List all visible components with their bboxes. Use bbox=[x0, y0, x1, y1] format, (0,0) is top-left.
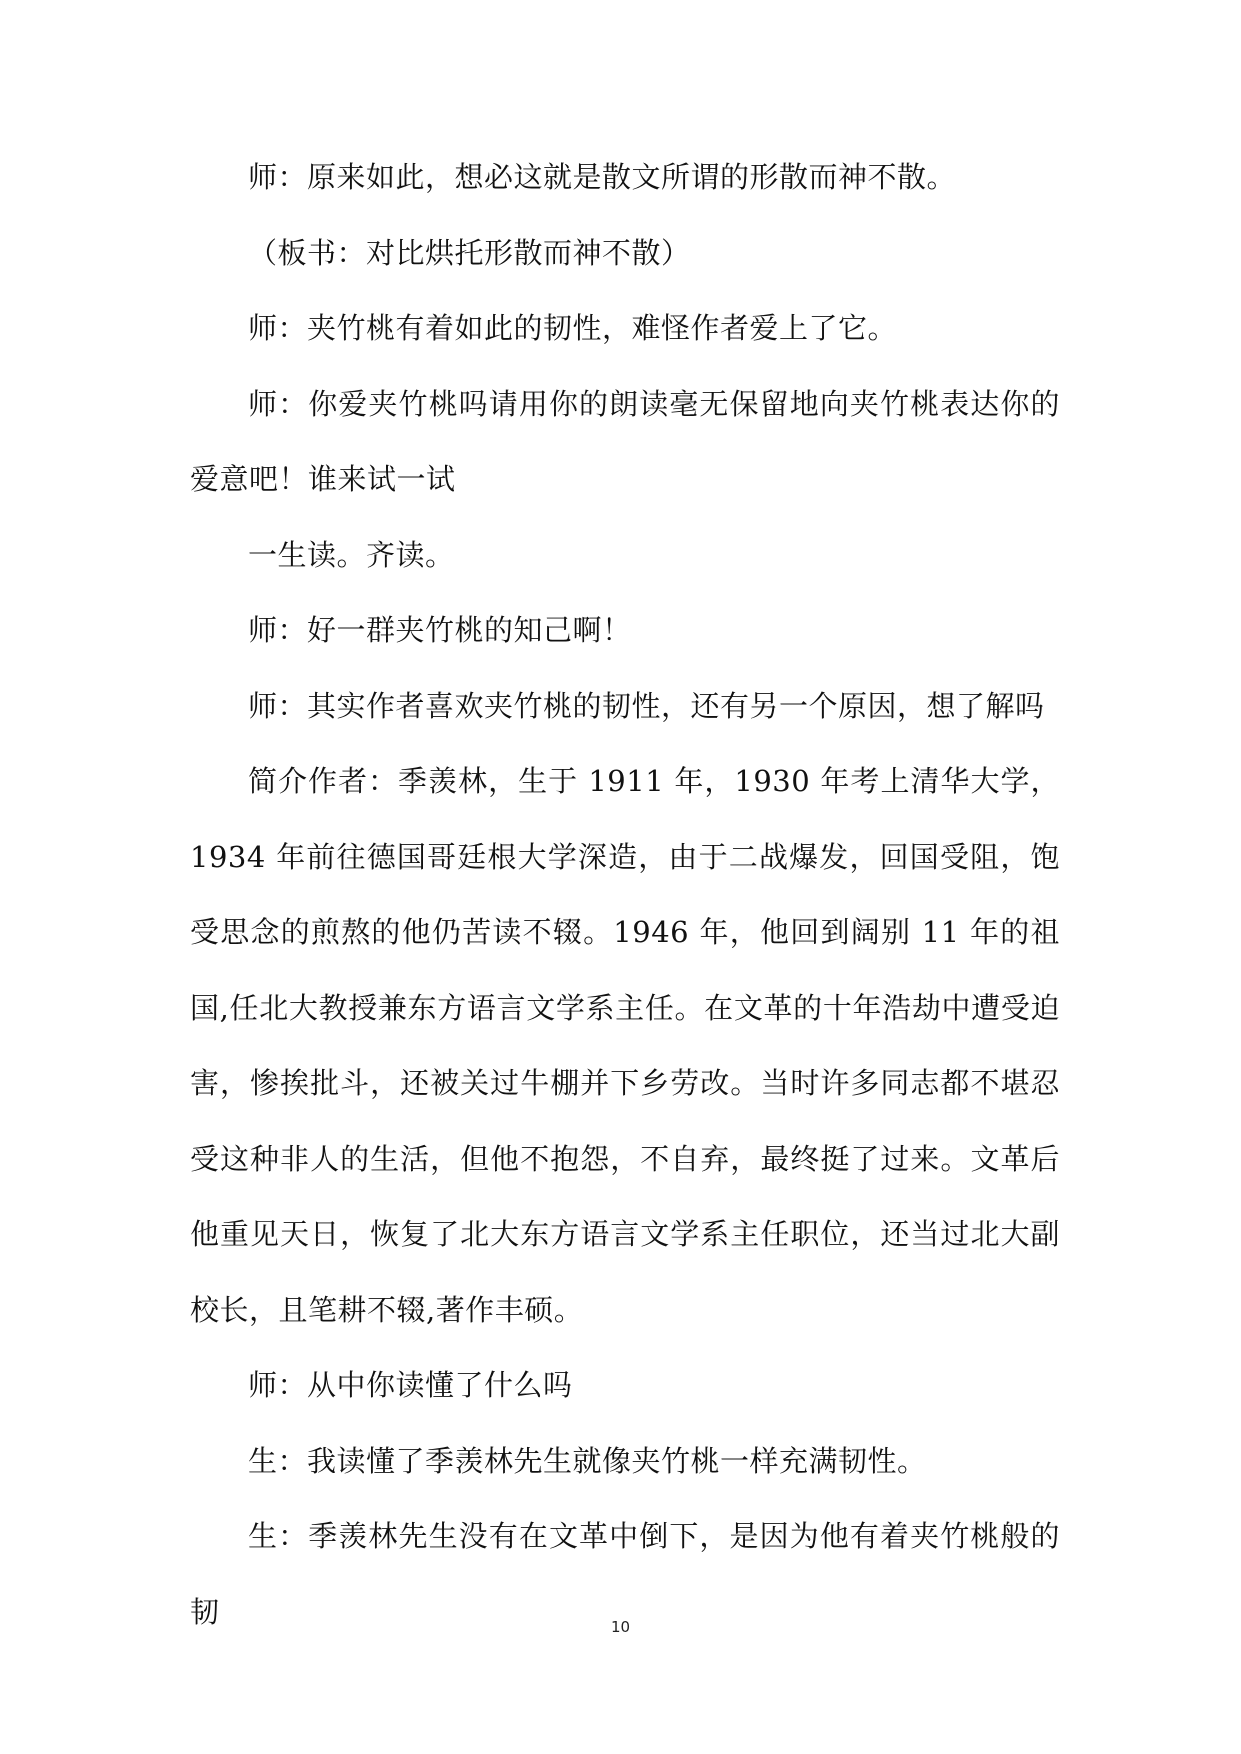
paragraph-author-introduction: 简介作者：季羡林，生于 1911 年，1930 年考上清华大学，1934 年前往德国哥廷根大学深造，由于二战爆发，回国受阻，饱受思念的煎熬的他仍苦读不辍。1946 年，他回到阔别 11 年的祖国,任北大教授兼东方语言文学系主任。在文革的十年浩劫中遭受迫害，惨挨批斗，还被关过牛棚并下乡劳改。当时许多同志都不堪忍受这种非人的生活，但他不抱怨，不自弃，最终挺了过来。文革后他重见天日，恢复了北大东方语言文学系主任职位，还当过北大副校长，且笔耕不辍,著作丰硕。 bbox=[190, 764, 1060, 1327]
paragraph-teacher-question: 师：从中你读懂了什么吗 bbox=[248, 1368, 573, 1402]
paragraph-teacher-resilience: 师：夹竹桃有着如此的韧性，难怪作者爱上了它。 bbox=[248, 311, 898, 345]
paragraph-reading-activity: 一生读。齐读。 bbox=[248, 537, 455, 572]
paragraph-teacher-form-scattered: 师：原来如此，想必这就是散文所谓的形散而神不散。 bbox=[248, 160, 957, 194]
paragraph-student-answer-1: 生：我读懂了季羡林先生就像夹竹桃一样充满韧性。 bbox=[248, 1443, 927, 1478]
page-number: 10 bbox=[610, 1618, 631, 1636]
body-text bbox=[190, 140, 1060, 1650]
paragraph-student-answer-2: 生：季羡林先生没有在文革中倒下，是因为他有着夹竹桃般的韧 bbox=[190, 1519, 1060, 1629]
paragraph-teacher-reading-prompt: 师：你爱夹竹桃吗请用你的朗读毫无保留地向夹竹桃表达你的爱意吧！谁来试一试 bbox=[190, 386, 1060, 496]
paragraph-board-note: （板书：对比烘托形散而神不散） bbox=[248, 235, 691, 270]
paragraph-teacher-another-reason: 师：其实作者喜欢夹竹桃的韧性，还有另一个原因，想了解吗 bbox=[248, 688, 1045, 723]
paragraph-teacher-praise: 师：好一群夹竹桃的知己啊！ bbox=[248, 613, 632, 647]
